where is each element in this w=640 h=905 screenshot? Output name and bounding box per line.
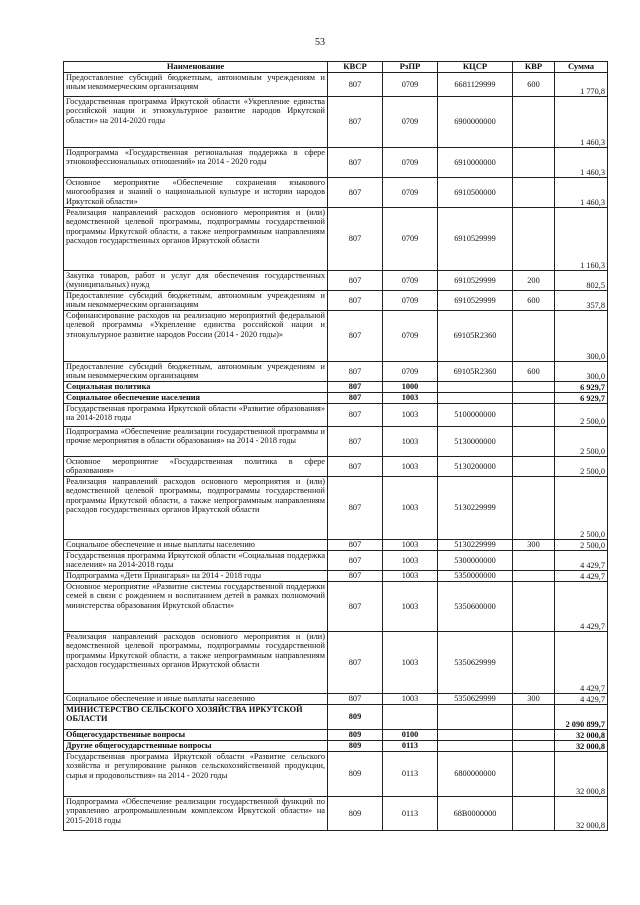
cell-kvr bbox=[513, 797, 555, 831]
cell-name: Реализация направлений расходов основного мероприятия и (или) ведомственной целевой программы, подпрограммы государственной программы Иркутской области, а также непрограммным направлениям расходов государственных органов Иркутской области bbox=[64, 208, 328, 271]
cell-kcsr: 5130229999 bbox=[438, 477, 513, 540]
cell-rzpr: 1003 bbox=[383, 427, 438, 457]
cell-kvr bbox=[513, 393, 555, 404]
cell-kcsr: 6900000000 bbox=[438, 97, 513, 148]
cell-kcsr: 5350000000 bbox=[438, 571, 513, 582]
table-row bbox=[64, 551, 608, 571]
cell-rzpr: 0709 bbox=[383, 208, 438, 271]
cell-kvsr: 807 bbox=[328, 551, 383, 571]
cell-rzpr: 0113 bbox=[383, 752, 438, 797]
cell-kvsr: 807 bbox=[328, 427, 383, 457]
cell-kcsr: 5350600000 bbox=[438, 582, 513, 632]
cell-kvr bbox=[513, 752, 555, 797]
table-row bbox=[64, 271, 608, 291]
cell-rzpr: 1003 bbox=[383, 571, 438, 582]
cell-rzpr: 0709 bbox=[383, 73, 438, 97]
cell-sum: 2 500,0 bbox=[555, 477, 608, 540]
table-row bbox=[64, 382, 608, 393]
cell-name: Предоставление субсидий бюджетным, автономным учреждениям и иным некоммерческим организациям bbox=[64, 73, 328, 97]
table-row bbox=[64, 73, 608, 97]
cell-name: Подпрограмма «Государственная региональная поддержка в сфере этноконфессиональных отношений» на 2014 - 2020 годы bbox=[64, 148, 328, 178]
cell-kvsr: 807 bbox=[328, 362, 383, 382]
cell-kvr bbox=[513, 457, 555, 477]
cell-kcsr: 6910529999 bbox=[438, 291, 513, 311]
cell-rzpr: 1003 bbox=[383, 404, 438, 427]
cell-name: Основное мероприятие «Государственная политика в сфере образования» bbox=[64, 457, 328, 477]
cell-name: Подпрограмма «Обеспечение реализации государственной программы и прочие мероприятия в области образования» на 2014 - 2018 годы bbox=[64, 427, 328, 457]
cell-kvr bbox=[513, 382, 555, 393]
table-row bbox=[64, 477, 608, 540]
table-row bbox=[64, 148, 608, 178]
budget-table bbox=[63, 61, 608, 831]
cell-kcsr bbox=[438, 382, 513, 393]
cell-rzpr: 1003 bbox=[383, 457, 438, 477]
cell-kcsr: 6910000000 bbox=[438, 148, 513, 178]
cell-kvr: 600 bbox=[513, 291, 555, 311]
cell-name: Предоставление субсидий бюджетным, автономным учреждениям и иным некоммерческим организациям bbox=[64, 362, 328, 382]
cell-sum: 300,0 bbox=[555, 362, 608, 382]
cell-name: Реализация направлений расходов основного мероприятия и (или) ведомственной целевой программы, подпрограммы государственной программы Иркутской области, а также непрограммным направлениям расходов государственных органов Иркутской области bbox=[64, 477, 328, 540]
cell-name: Основное мероприятие «Развитие системы государственной поддержки семей в связи с рождением и воспитанием детей в рамках полномочий министерства образования Иркутской области» bbox=[64, 582, 328, 632]
table-row bbox=[64, 571, 608, 582]
cell-kvr bbox=[513, 551, 555, 571]
cell-kvsr: 807 bbox=[328, 540, 383, 551]
table-row bbox=[64, 705, 608, 730]
cell-kvr bbox=[513, 178, 555, 208]
cell-name: Софинансирование расходов на реализацию мероприятий федеральной целевой программы «Укрепление единства российской нации и этнокультурное развитие народов России (2014 - 2020 годы)» bbox=[64, 311, 328, 362]
cell-kvsr: 807 bbox=[328, 178, 383, 208]
cell-kvsr: 809 bbox=[328, 705, 383, 730]
cell-name: Государственная программа Иркутской области «Развитие сельского хозяйства и регулирование рынков сельскохозяйственной продукции, сырья и продовольствия» на 2014 - 2020 годы bbox=[64, 752, 328, 797]
header-name: Наименование bbox=[64, 62, 328, 73]
cell-kvr bbox=[513, 427, 555, 457]
cell-kcsr: 6800000000 bbox=[438, 752, 513, 797]
cell-kvsr: 807 bbox=[328, 404, 383, 427]
cell-kcsr: 5350629999 bbox=[438, 632, 513, 694]
cell-sum: 6 929,7 bbox=[555, 393, 608, 404]
cell-name: Другие общегосударственные вопросы bbox=[64, 741, 328, 752]
cell-kvsr: 807 bbox=[328, 311, 383, 362]
cell-name: Общегосударственные вопросы bbox=[64, 730, 328, 741]
cell-kcsr bbox=[438, 705, 513, 730]
cell-kcsr: 6910529999 bbox=[438, 208, 513, 271]
cell-kvsr: 809 bbox=[328, 730, 383, 741]
table-row bbox=[64, 427, 608, 457]
cell-sum: 4 429,7 bbox=[555, 582, 608, 632]
cell-kcsr: 5130229999 bbox=[438, 540, 513, 551]
cell-kvr bbox=[513, 730, 555, 741]
cell-kvsr: 807 bbox=[328, 582, 383, 632]
cell-kvsr: 807 bbox=[328, 632, 383, 694]
cell-kvr bbox=[513, 705, 555, 730]
cell-kvsr: 807 bbox=[328, 291, 383, 311]
cell-name: Социальное обеспечение населения bbox=[64, 393, 328, 404]
cell-name: Государственная программа Иркутской области «Социальная поддержка населения» на 2014-2018 годы bbox=[64, 551, 328, 571]
cell-kvr bbox=[513, 404, 555, 427]
cell-sum: 4 429,7 bbox=[555, 694, 608, 705]
cell-sum: 4 429,7 bbox=[555, 551, 608, 571]
cell-sum: 32 000,8 bbox=[555, 797, 608, 831]
table-row bbox=[64, 178, 608, 208]
cell-sum: 357,8 bbox=[555, 291, 608, 311]
header-kcsr: КЦСР bbox=[438, 62, 513, 73]
cell-kcsr bbox=[438, 393, 513, 404]
header-kvsr: КВСР bbox=[328, 62, 383, 73]
cell-sum: 802,5 bbox=[555, 271, 608, 291]
cell-rzpr: 0113 bbox=[383, 797, 438, 831]
cell-kcsr: 6910500000 bbox=[438, 178, 513, 208]
cell-kvr bbox=[513, 97, 555, 148]
table-row bbox=[64, 797, 608, 831]
cell-kcsr: 5130000000 bbox=[438, 427, 513, 457]
cell-kvr bbox=[513, 571, 555, 582]
cell-rzpr: 1003 bbox=[383, 393, 438, 404]
cell-rzpr: 0709 bbox=[383, 97, 438, 148]
cell-name: МИНИСТЕРСТВО СЕЛЬСКОГО ХОЗЯЙСТВА ИРКУТСКОЙ ОБЛАСТИ bbox=[64, 705, 328, 730]
table-row bbox=[64, 730, 608, 741]
table-row bbox=[64, 582, 608, 632]
page-number: 53 bbox=[315, 37, 325, 48]
cell-sum: 2 500,0 bbox=[555, 540, 608, 551]
header-sum: Сумма bbox=[555, 62, 608, 73]
cell-kvr: 300 bbox=[513, 694, 555, 705]
cell-kvsr: 807 bbox=[328, 208, 383, 271]
cell-name: Предоставление субсидий бюджетным, автономным учреждениям и иным некоммерческим организациям bbox=[64, 291, 328, 311]
table-row bbox=[64, 291, 608, 311]
cell-rzpr: 1003 bbox=[383, 582, 438, 632]
cell-kvsr: 807 bbox=[328, 73, 383, 97]
cell-rzpr: 0709 bbox=[383, 311, 438, 362]
cell-kvsr: 807 bbox=[328, 393, 383, 404]
cell-sum: 1 460,3 bbox=[555, 97, 608, 148]
cell-name: Закупка товаров, работ и услуг для обеспечения государственных (муниципальных) нужд bbox=[64, 271, 328, 291]
cell-rzpr: 1003 bbox=[383, 540, 438, 551]
table-row bbox=[64, 694, 608, 705]
header-rzpr: РзПР bbox=[383, 62, 438, 73]
cell-name: Подпрограмма «Дети Приангарья» на 2014 - 2018 годы bbox=[64, 571, 328, 582]
table-row bbox=[64, 362, 608, 382]
cell-name: Социальная политика bbox=[64, 382, 328, 393]
cell-rzpr: 1003 bbox=[383, 694, 438, 705]
table-row bbox=[64, 97, 608, 148]
cell-kvr: 600 bbox=[513, 362, 555, 382]
table-row bbox=[64, 741, 608, 752]
cell-rzpr: 0100 bbox=[383, 730, 438, 741]
cell-kvsr: 807 bbox=[328, 382, 383, 393]
cell-kvr bbox=[513, 311, 555, 362]
cell-rzpr: 0709 bbox=[383, 271, 438, 291]
cell-kcsr: 6910529999 bbox=[438, 271, 513, 291]
cell-sum: 4 429,7 bbox=[555, 571, 608, 582]
cell-sum: 2 500,0 bbox=[555, 404, 608, 427]
cell-name: Социальное обеспечение и иные выплаты населению bbox=[64, 694, 328, 705]
cell-kcsr: 5300000000 bbox=[438, 551, 513, 571]
cell-name: Государственная программа Иркутской области «Развитие образования» на 2014-2018 годы bbox=[64, 404, 328, 427]
cell-sum: 4 429,7 bbox=[555, 632, 608, 694]
table-row bbox=[64, 393, 608, 404]
cell-kvr bbox=[513, 582, 555, 632]
cell-kvr bbox=[513, 741, 555, 752]
cell-kvr: 300 bbox=[513, 540, 555, 551]
cell-rzpr: 0113 bbox=[383, 741, 438, 752]
table-row bbox=[64, 404, 608, 427]
table-row bbox=[64, 208, 608, 271]
cell-kcsr bbox=[438, 741, 513, 752]
cell-rzpr: 0709 bbox=[383, 178, 438, 208]
cell-kvsr: 807 bbox=[328, 457, 383, 477]
cell-sum: 32 000,8 bbox=[555, 741, 608, 752]
cell-kvsr: 809 bbox=[328, 752, 383, 797]
cell-kcsr: 5100000000 bbox=[438, 404, 513, 427]
table-row bbox=[64, 311, 608, 362]
cell-rzpr: 1000 bbox=[383, 382, 438, 393]
cell-sum: 2 500,0 bbox=[555, 457, 608, 477]
cell-name: Основное мероприятие «Обеспечение сохранения языкового многообразия и знаний о национальной культуре и истории народов Иркутской области» bbox=[64, 178, 328, 208]
cell-rzpr: 1003 bbox=[383, 551, 438, 571]
cell-kvr bbox=[513, 632, 555, 694]
cell-sum: 32 000,8 bbox=[555, 730, 608, 741]
cell-kvsr: 809 bbox=[328, 741, 383, 752]
cell-kvr: 600 bbox=[513, 73, 555, 97]
cell-kcsr bbox=[438, 730, 513, 741]
cell-rzpr: 0709 bbox=[383, 362, 438, 382]
cell-sum: 32 000,8 bbox=[555, 752, 608, 797]
cell-sum: 1 460,3 bbox=[555, 178, 608, 208]
cell-rzpr: 1003 bbox=[383, 632, 438, 694]
cell-kvsr: 807 bbox=[328, 148, 383, 178]
cell-name: Подпрограмма «Обеспечение реализации государственной функций по управлению агропромышленным комплексом Иркутской области» на 2015-2018 годы bbox=[64, 797, 328, 831]
table-row bbox=[64, 752, 608, 797]
cell-sum: 1 160,3 bbox=[555, 208, 608, 271]
cell-rzpr bbox=[383, 705, 438, 730]
cell-name: Социальное обеспечение и иные выплаты населению bbox=[64, 540, 328, 551]
cell-sum: 2 090 899,7 bbox=[555, 705, 608, 730]
cell-kvsr: 807 bbox=[328, 97, 383, 148]
cell-name: Государственная программа Иркутской области «Укрепление единства российской нации и этнокультурное развитие народов Иркутской области» на 2014-2020 годы bbox=[64, 97, 328, 148]
cell-kcsr: 69105R2360 bbox=[438, 362, 513, 382]
cell-kvsr: 807 bbox=[328, 271, 383, 291]
cell-kcsr: 6681129999 bbox=[438, 73, 513, 97]
table-header-row bbox=[64, 62, 608, 73]
cell-kvr bbox=[513, 477, 555, 540]
cell-kcsr: 5130200000 bbox=[438, 457, 513, 477]
cell-kcsr: 5350629999 bbox=[438, 694, 513, 705]
table-row bbox=[64, 457, 608, 477]
cell-sum: 300,0 bbox=[555, 311, 608, 362]
table-row bbox=[64, 632, 608, 694]
table-row bbox=[64, 540, 608, 551]
cell-kvsr: 807 bbox=[328, 477, 383, 540]
cell-sum: 6 929,7 bbox=[555, 382, 608, 393]
cell-kvsr: 809 bbox=[328, 797, 383, 831]
cell-kvsr: 807 bbox=[328, 694, 383, 705]
cell-kvsr: 807 bbox=[328, 571, 383, 582]
cell-sum: 2 500,0 bbox=[555, 427, 608, 457]
cell-rzpr: 0709 bbox=[383, 148, 438, 178]
cell-sum: 1 770,8 bbox=[555, 73, 608, 97]
cell-kvr bbox=[513, 208, 555, 271]
cell-sum: 1 460,3 bbox=[555, 148, 608, 178]
cell-kvr bbox=[513, 148, 555, 178]
cell-rzpr: 1003 bbox=[383, 477, 438, 540]
cell-kvr: 200 bbox=[513, 271, 555, 291]
header-kvr: КВР bbox=[513, 62, 555, 73]
cell-name: Реализация направлений расходов основного мероприятия и (или) ведомственной целевой программы, подпрограммы государственной программы Иркутской области, а также непрограммным направлениям расходов государственных органов Иркутской области bbox=[64, 632, 328, 694]
cell-rzpr: 0709 bbox=[383, 291, 438, 311]
cell-kcsr: 68В0000000 bbox=[438, 797, 513, 831]
cell-kcsr: 69105R2360 bbox=[438, 311, 513, 362]
